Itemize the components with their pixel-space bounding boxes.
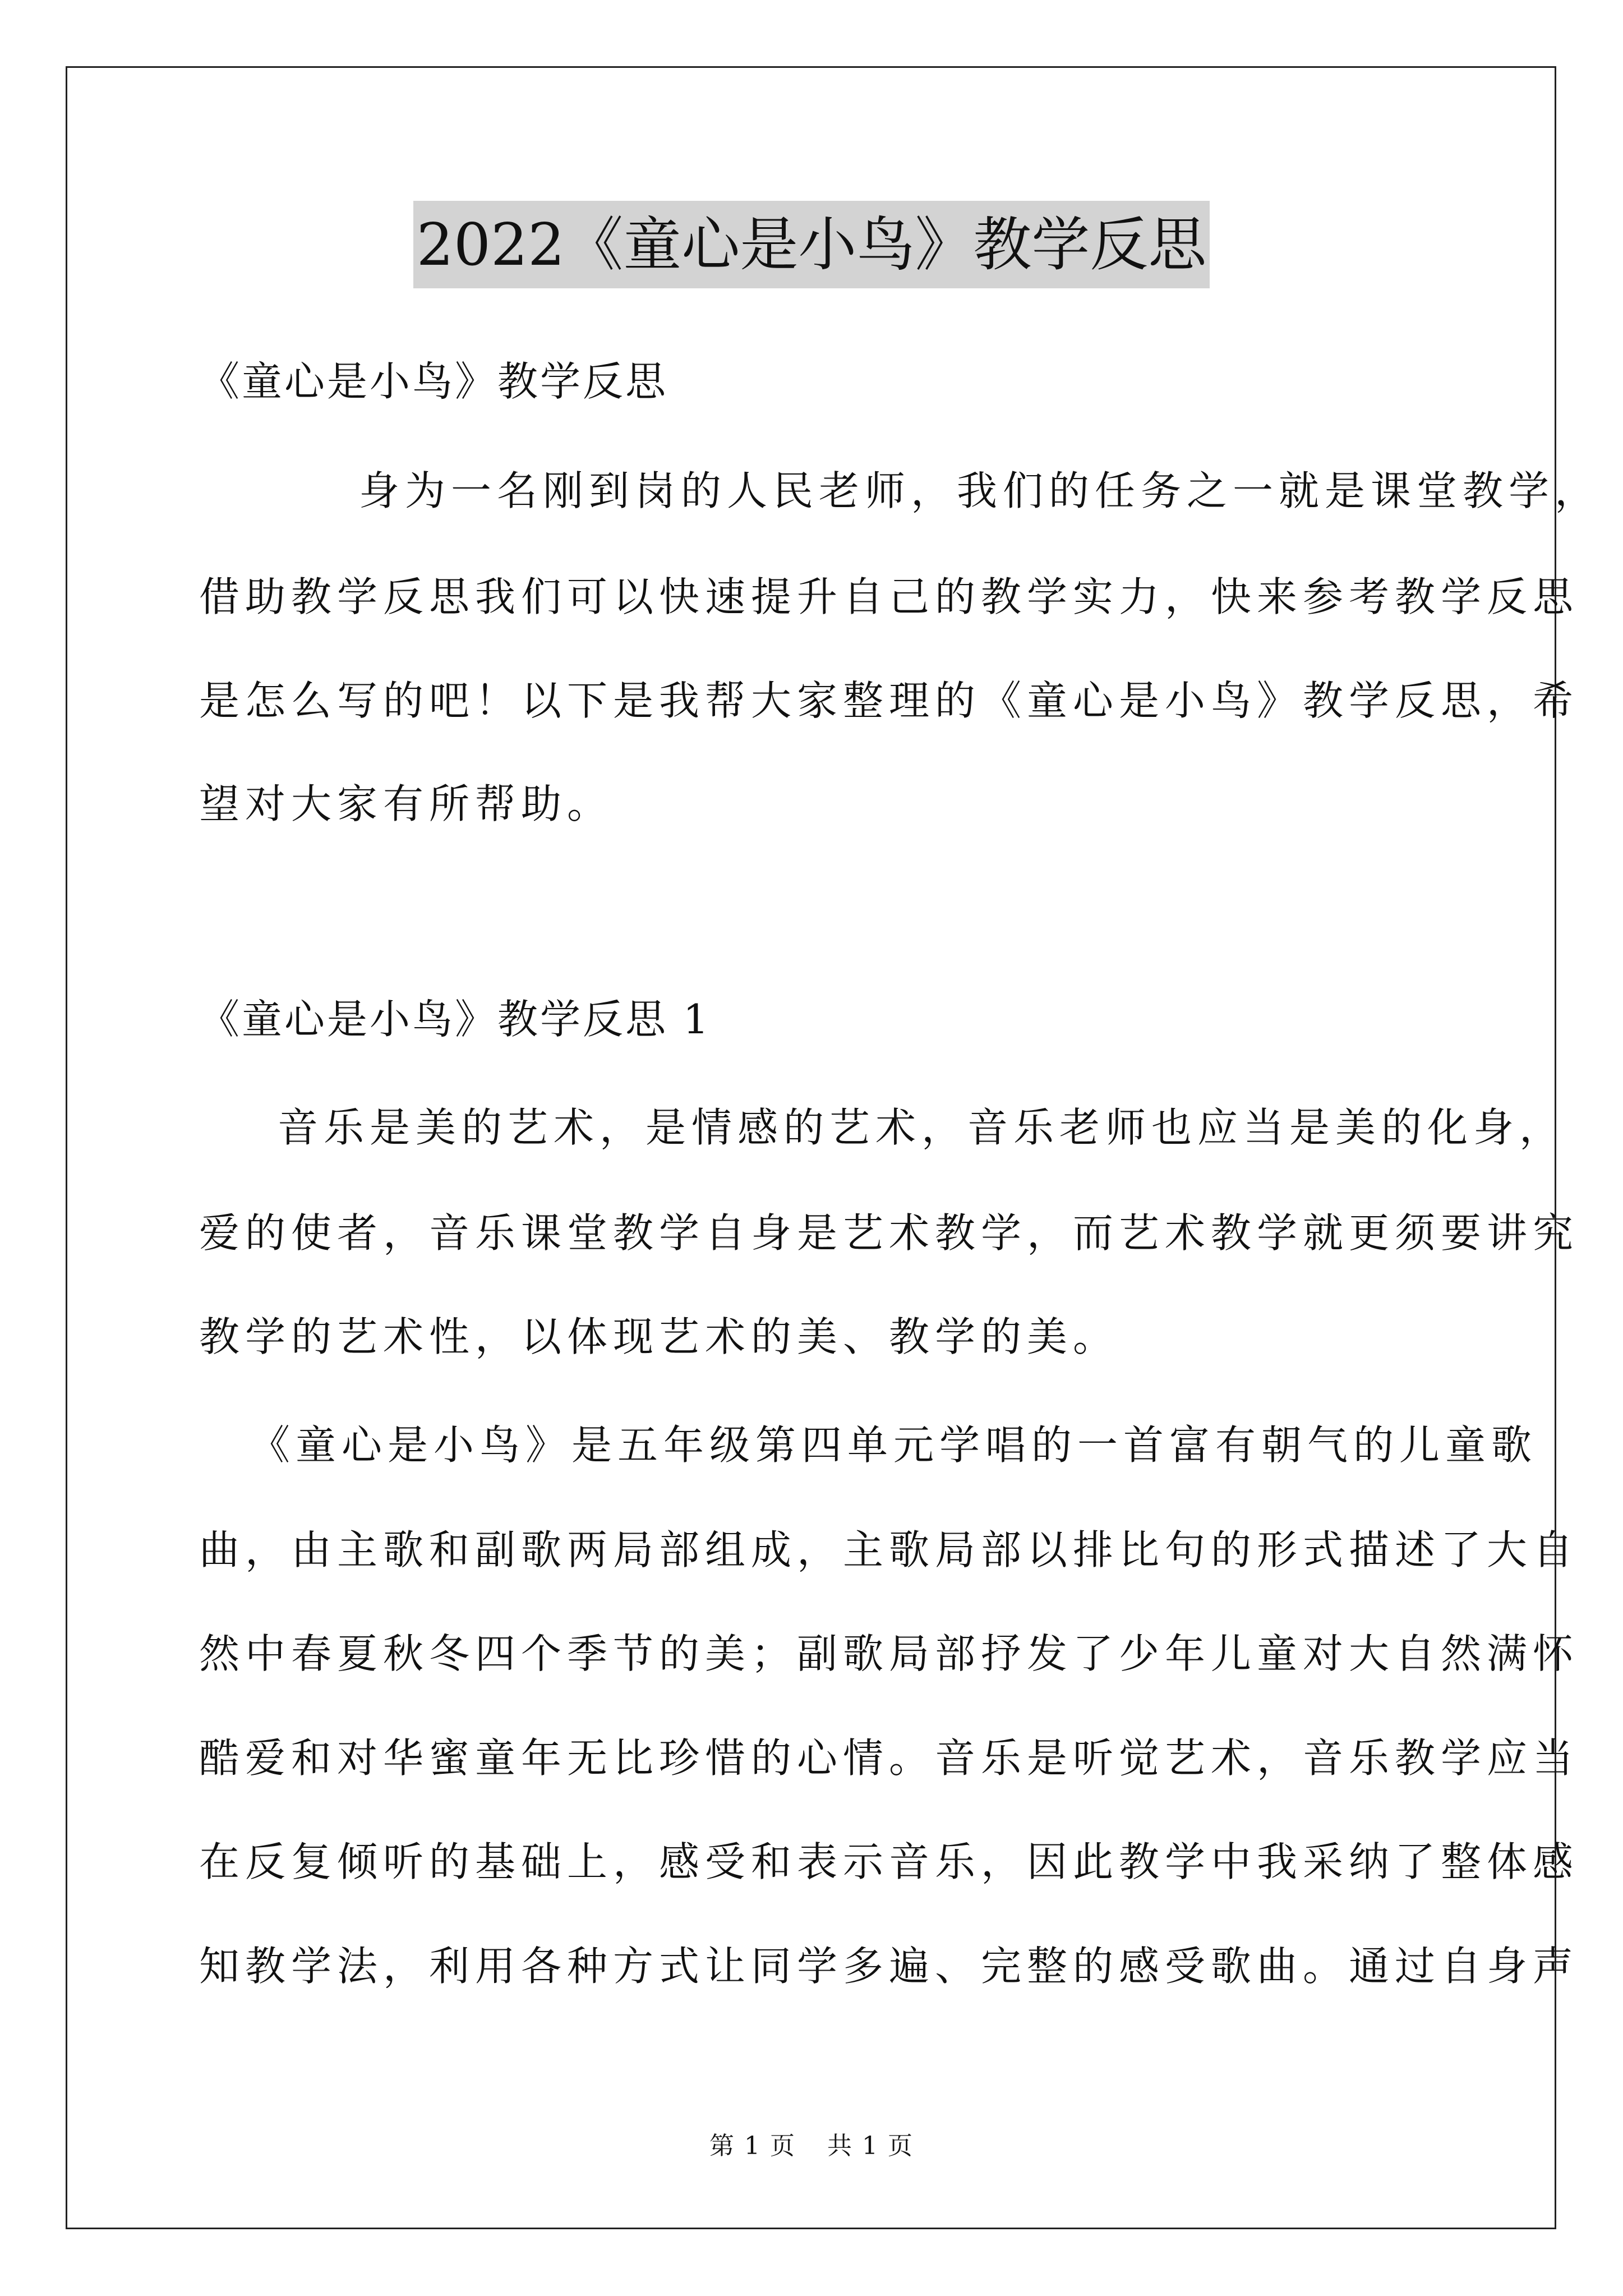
page-number-total: 共 1 页 — [827, 2132, 914, 2160]
intro-line-2: 借助教学反思我们可以快速提升自己的教学实力，快来参考教学反思 — [199, 573, 1579, 620]
section1-p1-line-2: 爱的使者，音乐课堂教学自身是艺术教学，而艺术教学就更须要讲究 — [199, 1209, 1579, 1257]
section1-heading: 《童心是小鸟》教学反思 1 — [199, 996, 711, 1043]
intro-line-1: 身为一名刚到岗的人民老师，我们的任务之一就是课堂教学， — [359, 467, 1601, 514]
page-footer — [0, 2129, 1623, 2163]
intro-line-4: 望对大家有所帮助。 — [199, 780, 614, 827]
section1-p2-line-1: 《童心是小鸟》是五年级第四单元学唱的一首富有朝气的儿童歌 — [250, 1421, 1538, 1469]
section1-p1-line-1: 音乐是美的艺术，是情感的艺术，音乐老师也应当是美的化身， — [278, 1104, 1566, 1151]
title-wrap — [0, 201, 1623, 288]
section1-p1-line-3: 教学的艺术性，以体现艺术的美、教学的美。 — [199, 1313, 1119, 1360]
section1-p2-line-6: 知教学法，利用各种方式让同学多遍、完整的感受歌曲。通过自身声 — [199, 1943, 1579, 1990]
section1-p2-line-3: 然中春夏秋冬四个季节的美；副歌局部抒发了少年儿童对大自然满怀 — [199, 1630, 1579, 1677]
page-number-current: 第 1 页 — [709, 2132, 796, 2160]
section1-p2-line-4: 酷爱和对华蜜童年无比珍惜的心情。音乐是听觉艺术，音乐教学应当 — [199, 1734, 1579, 1782]
section1-p2-line-5: 在反复倾听的基础上，感受和表示音乐，因此教学中我采纳了整体感 — [199, 1838, 1579, 1885]
intro-heading: 《童心是小鸟》教学反思 — [199, 358, 668, 405]
document-title: 2022《童心是小鸟》教学反思 — [413, 201, 1210, 288]
section1-p2-line-2: 曲，由主歌和副歌两局部组成，主歌局部以排比句的形式描述了大自 — [199, 1526, 1579, 1573]
intro-line-3: 是怎么写的吧！以下是我帮大家整理的《童心是小鸟》教学反思，希 — [199, 677, 1579, 724]
